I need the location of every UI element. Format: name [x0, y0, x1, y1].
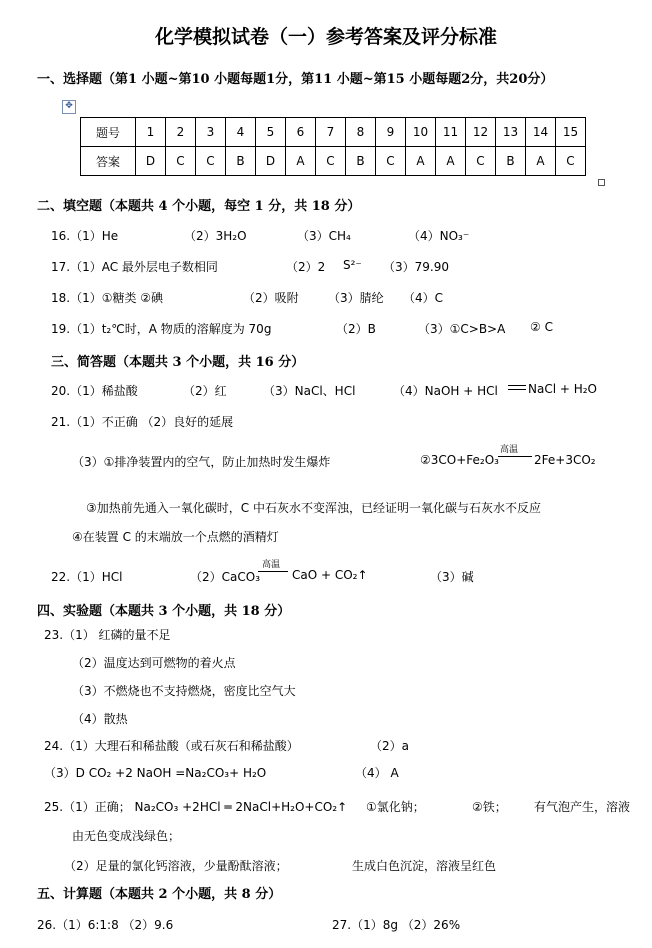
q22-part3: CaO + CO₂↑ — [292, 568, 368, 582]
table-move-handle-icon[interactable]: ✥ — [62, 100, 76, 114]
answer-cell: C — [376, 147, 406, 176]
q22-part1: 22.（1）HCl — [51, 570, 123, 584]
question-number-cell: 10 — [406, 118, 436, 147]
section5-heading: 五、计算题（本题共 2 个小题，共 8 分） — [37, 887, 282, 902]
q18-part1: 18.（1）①糖类 ②碘 — [51, 291, 164, 305]
q23-part1: 23.（1） 红磷的量不足 — [44, 628, 171, 642]
row-label-number: 题号 — [81, 118, 136, 147]
q21-part1: 21.（1）不正确 （2）良好的延展 — [51, 415, 234, 429]
answer-cell: B — [346, 147, 376, 176]
q21-part3e: ④在装置 C 的末端放一个点燃的酒精灯 — [72, 530, 279, 544]
q17-part2: （2）2 — [286, 260, 326, 274]
answer-cell: A — [436, 147, 466, 176]
answer-cell: A — [526, 147, 556, 176]
answer-cell: C — [316, 147, 346, 176]
answer-cell: B — [496, 147, 526, 176]
q21-condition: 高温 — [500, 445, 519, 455]
question-number-cell: 1 — [136, 118, 166, 147]
q22-part2: （2）CaCO₃ — [190, 570, 261, 584]
q24-part3: （3）D CO₂ +2 NaOH =Na₂CO₃+ H₂O — [44, 766, 267, 780]
q27-answer: 27.（1）8g （2）26% — [332, 918, 461, 932]
page-title: 化学模拟试卷（一）参考答案及评分标准 — [154, 26, 497, 48]
q19-part2: （2）B — [336, 322, 376, 336]
q18-part4: （4）C — [403, 291, 444, 305]
q16-part1: 16.（1）He — [51, 229, 119, 243]
q17-part4: （3）79.90 — [383, 260, 449, 274]
q24-part4: （4） A — [355, 766, 399, 780]
answer-cell: C — [166, 147, 196, 176]
question-number-cell: 9 — [376, 118, 406, 147]
q21-part3d: ③加热前先通入一氧化碳时，C 中石灰水不变浑浊，已经证明一氧化碳与石灰水不反应 — [86, 501, 541, 515]
q20-part2: （2）红 — [183, 384, 227, 398]
q25-part1: 25.（1）正确； Na₂CO₃ +2HCl ═ 2NaCl+H₂O+CO₂↑ — [44, 800, 348, 814]
table-row-answers — [81, 147, 586, 176]
section2-heading: 二、填空题（本题共 4 个小题，每空 1 分，共 18 分） — [37, 199, 361, 214]
q24-part2: （2）a — [370, 739, 409, 753]
q21-part3c: 2Fe+3CO₂ — [534, 453, 596, 467]
q20-part4: （4）NaOH + HCl — [393, 384, 498, 398]
q19-part4: ② C — [530, 320, 553, 334]
answer-table — [80, 117, 586, 176]
q23-part3: （3）不燃烧也不支持燃烧，密度比空气大 — [72, 684, 296, 698]
question-number-cell: 14 — [526, 118, 556, 147]
q24-part1: 24.（1）大理石和稀盐酸（或石灰石和稀盐酸） — [44, 739, 299, 753]
question-number-cell: 2 — [166, 118, 196, 147]
question-number-cell: 12 — [466, 118, 496, 147]
q21-part3b: ②3CO+Fe₂O₃ — [420, 453, 499, 467]
section1-heading: 一、选择题（第1 小题~第10 小题每题1分，第11 小题~第15 小题每题2分，共20分） — [37, 72, 554, 87]
question-number-cell: 6 — [286, 118, 316, 147]
answer-cell: C — [196, 147, 226, 176]
question-number-cell: 11 — [436, 118, 466, 147]
question-number-cell: 13 — [496, 118, 526, 147]
question-number-cell: 5 — [256, 118, 286, 147]
row-label-answer: 答案 — [81, 147, 136, 176]
q16-part4: （4）NO₃⁻ — [408, 229, 470, 243]
q23-part4: （4）散热 — [72, 712, 128, 726]
q21-reaction-line — [498, 456, 532, 457]
q22-part4: （3）碱 — [430, 570, 474, 584]
q25-part5: 由无色变成浅绿色； — [72, 829, 181, 843]
question-number-cell: 3 — [196, 118, 226, 147]
q22-condition: 高温 — [262, 560, 281, 570]
q16-part2: （2）3H₂O — [184, 229, 247, 243]
q20-part1: 20.（1）稀盐酸 — [51, 384, 138, 398]
question-number-cell: 8 — [346, 118, 376, 147]
table-resize-handle[interactable] — [598, 179, 605, 186]
answer-cell: C — [556, 147, 586, 176]
q20-part3: （3）NaCl、HCl — [263, 384, 356, 398]
question-number-cell: 7 — [316, 118, 346, 147]
q17-part3: S²⁻ — [343, 258, 362, 272]
q18-part3: （3）腈纶 — [328, 291, 384, 305]
q20-part5: NaCl + H₂O — [528, 382, 598, 396]
q17-part1: 17.（1）AC 最外层电子数相同 — [51, 260, 218, 274]
q21-part3a: （3）①排净装置内的空气，防止加热时发生爆炸 — [72, 455, 331, 469]
answer-cell: D — [136, 147, 166, 176]
q25-part6: （2）足量的氯化钙溶液，少量酚酞溶液； — [64, 859, 288, 873]
section4-heading: 四、实验题（本题共 3 个小题，共 18 分） — [37, 604, 291, 619]
q25-part4: 有气泡产生，溶液 — [534, 800, 631, 814]
q23-part2: （2）温度达到可燃物的着火点 — [72, 656, 236, 670]
q18-part2: （2）吸附 — [243, 291, 299, 305]
question-number-cell: 15 — [556, 118, 586, 147]
q19-part1: 19.（1）t₂℃时，A 物质的溶解度为 70g — [51, 322, 272, 336]
section3-heading: 三、简答题（本题共 3 个小题，共 16 分） — [51, 355, 305, 370]
answer-cell: A — [406, 147, 436, 176]
q19-part3: （3）①C>B>A — [418, 322, 506, 336]
q25-part3: ②铁； — [472, 800, 507, 814]
table-row-numbers — [81, 118, 586, 147]
answer-cell: D — [256, 147, 286, 176]
q22-reaction-line — [258, 571, 288, 572]
answer-cell: A — [286, 147, 316, 176]
answer-cell: C — [466, 147, 496, 176]
question-number-cell: 4 — [226, 118, 256, 147]
q25-part7: 生成白色沉淀，溶液呈红色 — [352, 859, 497, 873]
q16-part3: （3）CH₄ — [297, 229, 351, 243]
q25-part2: ①氯化钠； — [366, 800, 425, 814]
q26-answer: 26.（1）6:1:8 （2）9.6 — [37, 918, 174, 932]
answer-cell: B — [226, 147, 256, 176]
